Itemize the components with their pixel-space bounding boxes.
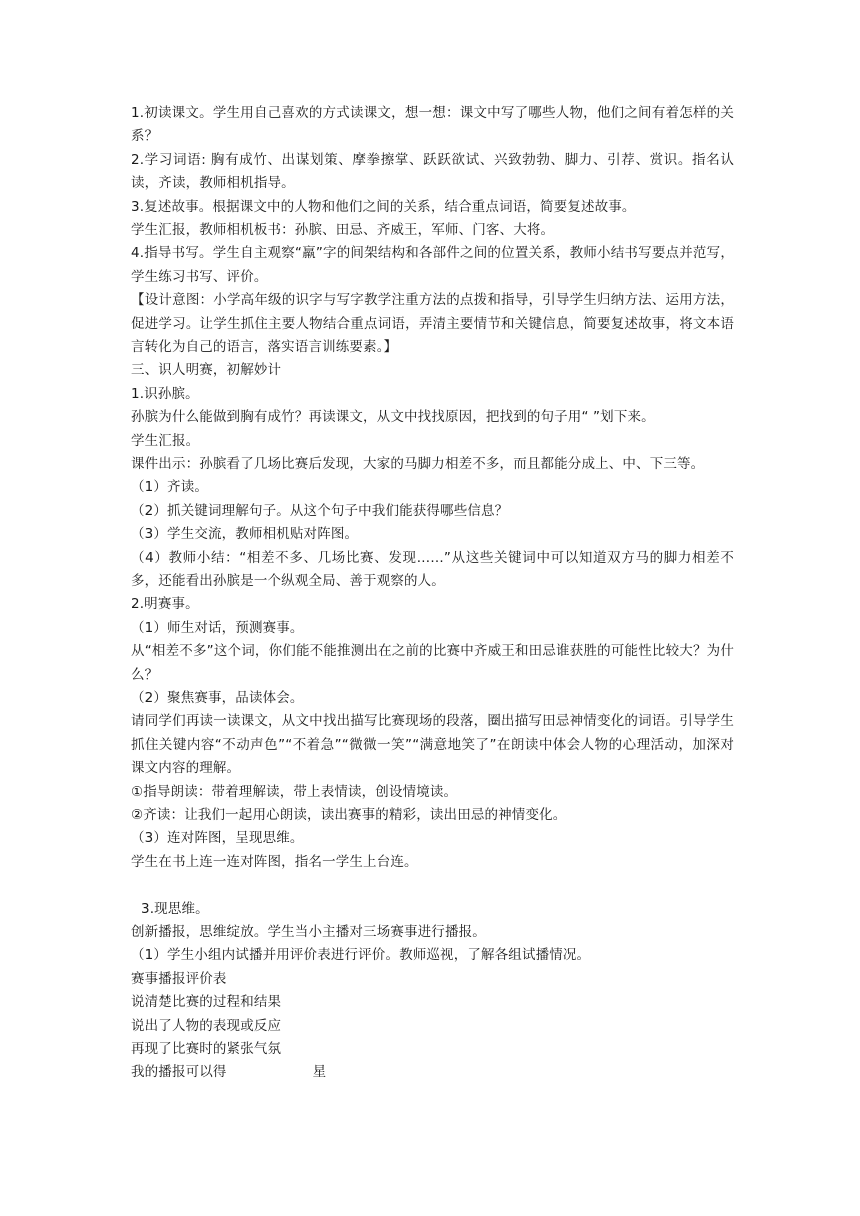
subheading-2: 2.明赛事。 <box>131 596 199 613</box>
paragraph-connect: 学生在书上连一连对阵图，指名一学生上台连。 <box>131 853 418 870</box>
paragraph-5: 4.指导书写。学生自主观察“羸”字的间架结构和各部件之间的位置关系，教师小结书写要点并范写，学生练习书写、评价。 <box>131 245 734 285</box>
paragraph-reread: 请同学们再读一读课文，从文中找出描写比赛现场的段落，圈出描写田忌神情变化的词语。引导学生抓住关键内容“不动声色”“不着急”“微微一笑”“满意地笑了”在朗读中体会人物的心理活动，加深对课文内容的理解。 <box>131 713 734 777</box>
paragraph-predict: 从“相差不多”这个词，你们能不能推测出在之前的比赛中齐威王和田忌谁获胜的可能性比较大？为什么？ <box>131 643 734 683</box>
step-trial: （1）学生小组内试播并用评价表进行评价。教师巡视，了解各组试播情况。 <box>131 947 591 964</box>
blank-line <box>131 874 734 897</box>
subheading-3: 3.现思维。 <box>141 900 209 917</box>
step-3: （3）学生交流，教师相机贴对阵图。 <box>131 526 359 543</box>
paragraph-courseware: 课件出示：孙膑看了几场比赛后发现，大家的马脚力相差不多，而且都能分成上、中、下三等。 <box>131 456 705 473</box>
score-unit: 星 <box>312 1064 327 1081</box>
paragraph-broadcast: 创新播报，思维绽放。学生当小主播对三场赛事进行播报。 <box>131 923 486 940</box>
item-group-reading: ②齐读：让我们一起用心朗读，读出赛事的精彩，读出田忌的神情变化。 <box>131 807 567 823</box>
criterion-3: 再现了比赛时的紧张气氛 <box>131 1040 282 1057</box>
paragraph-question: 孙膑为什么能做到胸有成竹？再读课文，从文中找找原因，把找到的句子用“ ”划下来。 <box>131 409 655 426</box>
step-2: （2）抓关键词理解句子。从这个句子中我们能获得哪些信息？ <box>131 502 509 519</box>
paragraph-report: 学生汇报。 <box>131 432 200 449</box>
subheading-1: 1.识孙膑。 <box>131 385 199 402</box>
step-focus: （2）聚焦赛事，品读体会。 <box>131 690 304 706</box>
step-1: （1）齐读。 <box>131 479 208 496</box>
document-body <box>131 102 734 1085</box>
paragraph-4: 学生汇报，教师相机板书：孙膑、田忌、齐威王，军师、门客、大将。 <box>131 222 555 239</box>
paragraph-1: 1.初读课文。学生用自己喜欢的方式读课文，想一想：课文中写了哪些人物，他们之间有着怎样的关系？ <box>131 105 734 145</box>
table-title: 赛事播报评价表 <box>131 970 227 987</box>
step-diagram: （3）连对阵图，呈现思维。 <box>131 830 304 847</box>
step-dialogue: （1）师生对话，预测赛事。 <box>131 619 304 636</box>
item-guided-reading: ①指导朗读：带着理解读，带上表情读，创设情境读。 <box>131 783 458 800</box>
criterion-1: 说清楚比赛的过程和结果 <box>131 994 282 1011</box>
score-line <box>131 1061 734 1084</box>
paragraph-3: 3.复述故事。根据课文中的人物和他们之间的关系，结合重点词语，简要复述故事。 <box>131 198 636 215</box>
criterion-2: 说出了人物的表现或反应 <box>131 1017 282 1034</box>
paragraph-2: 2.学习词语: 胸有成竹、出谋划策、摩拳擦掌、跃跃欲试、兴致勃勃、脚力、引荐、赏识。指名认读，齐读，教师相机指导。 <box>131 151 734 192</box>
score-label: 我的播报可以得 <box>131 1064 227 1081</box>
design-intent: 【设计意图：小学高年级的识字与写字教学注重方法的点拨和指导，引导学生归纳方法、运用方法，促进学习。让学生抓住主要人物结合重点词语，弄清主要情节和关键信息，简要复述故事，将文本语言转化为自己的语言，落实语言训练要素。】 <box>131 292 734 356</box>
section-heading-3: 三、识人明赛，初解妙计 <box>131 362 282 379</box>
step-4: （4）教师小结：“相差不多、几场比赛、发现……”从这些关键词中可以知道双方马的脚力相差不多，还能看出孙膑是一个纵观全局、善于观察的人。 <box>131 549 734 589</box>
